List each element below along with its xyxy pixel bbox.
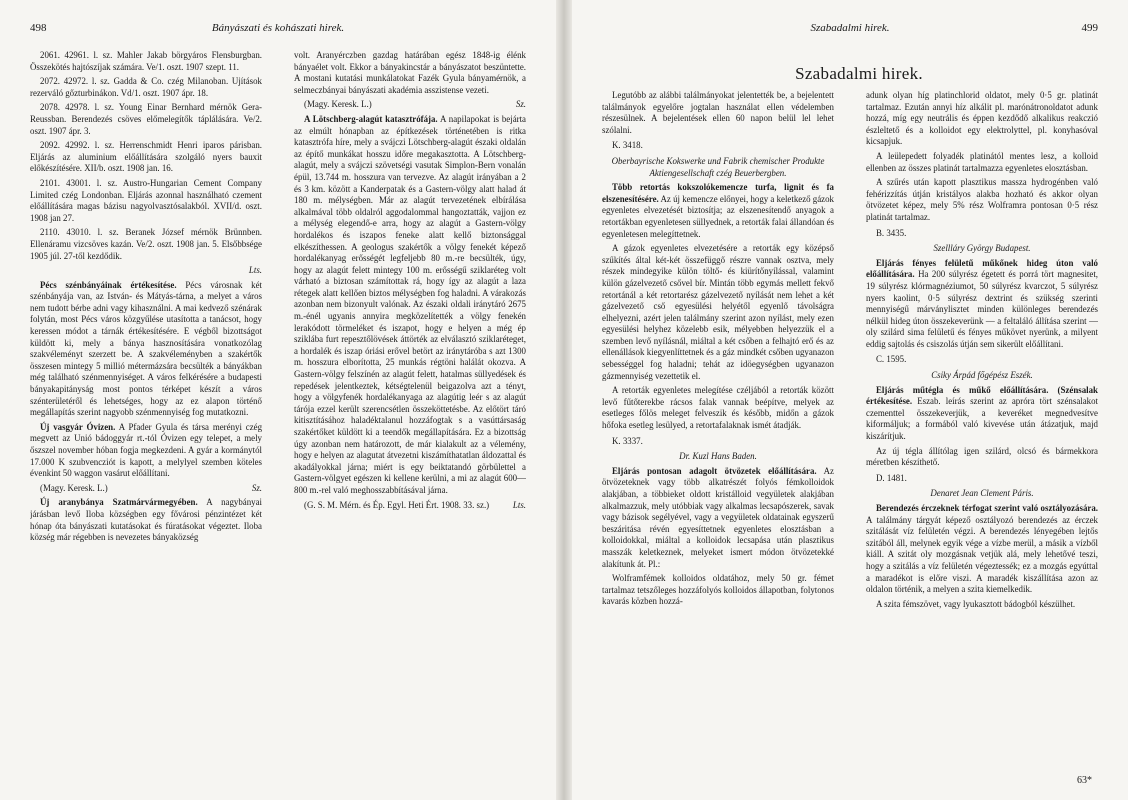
article-szatmar [30,497,262,543]
article-ovizen [30,422,262,480]
patent-title: Berendezés érczeknek térfogat szerint való osztályozására. [876,503,1098,513]
patent-body: A leülepedett folyadék platinától mentes lesz, a kolloid ellenben az összes platinát tartalmazza egyenletes elosztásban. [866,150,1098,173]
signature-mark: 63* [1077,775,1092,786]
patent-body: Eszab. leírás szerint az apróra tört szénsalakot czementtel összekeverjük, a keveréket megnedvesítve kiformáljuk; a formából való kivevése után átázatjuk, majd kiszárítjuk. [866,396,1098,442]
article-body: A napilapokat is bejárta az elmúlt hónapban az építkezések történetében is ritka katasztrófa híre, mely a svájczi Lötschberg-alagút északi oldalán az építő munkákat hosszu időre megakasztotta. A Lötschberg-alagút, mely a svájczi szövetségi vasutak Simplon-Bern vonalán épül, 13.744 m. hosszura van tervezve. Az alagút irányában a 2 és 3 km. között a Kanderpatak és a Gastern-völgy alatt halad át 180 m. mélységben. Már az alagút tervezetének elbírálása alkalmával több oldalról aggodalommal hangoztatták, vajjon ez a mélység elegendő-e arra, hogy az alagút a Gastern-völgy hordalékos és iszapos feneke alatt kellő biztonsággal elkészíthessen. A geologus szakértők a völgy fenekét képező hordalékanyag erősségét legfeljebb 80 m.-re becsülték, úgy, hogy az alagút felett mintegy 100 m. erősségű sziklaréteg volt várható a biztosan számítottak rá, hogy így az alagút a laza rétegek alatt kellően biztos mélységben fog haladni. A várakozás azonban nem bizonyult valónak. Az északi oldali iránytáró 2675 m.-énél ugyanis annyira megközelítették a völgy fenekén lerakódott törmeléket és iszapot, hogy e helyen a még ép sziklába furt repesztőlövések áttörték az elválasztó sziklaréteget, a hordalék és iszap óriási erővel betört az iránytáróba s azt 1300 m. hosszura elborította, 25 munkás régtöni halálát okozva. A Gastern-völgy felszínén az alagút felett, hatalmas süllyedések és repedések jelentkeztek, kétségtelenül beigazolva azt a tényt, hogy a völgyfenék hordalékanyaga az alagútig leér s az alagút tárója ezzel került szerencsétlen összeköttetésbe. Az előtört táró kitisztításához haladéktalanul hozzáfogtak s a vasúttársaság szakértőket küldött ki a teendők megállapítására. Ez a bizottság úgy azonban nem határozott, de már kialakult az a vélemény, hogy e helyen az alagutat átvezetni kiszámíthatatlan áldozattal és akadályokkal járna; miért is egy beiktatandó görbülettel a Gastern-völgyet egészen ki kellene kerülni, a mi az alagút 600—800 m.-rel való meghosszabbításával járna. [294,113,526,495]
right-header-title: Szabadalmi hirek. [810,22,890,34]
intro-text: Legutóbb az alábbi találmányokat jelentették be, a bejelentett találmányok egyelőre jogtalan használat ellen védelemben részesülnek. A bejelentések ellen 60 napon belül lel lehet szólalni. [602,90,834,135]
left-running-header [30,22,526,38]
applicant: Dr. Kuzl Hans Baden. [679,451,757,462]
patent-body: Az új tégla állítólag igen szilárd, olcsó és bármekkora méretben készíthető. [866,445,1098,468]
patent-entry: 2092. 42992. l. sz. Herrenschmidt Henri iparos párisban. Eljárás az aluminium előállítására szolgáló nyers bauxit előkészítésére. XII/b. oszt. 1908 jan. 16. [30,140,262,174]
patent-title: Eljárás műtégla és műkő előállítására. (Szénsalak értékesítése. [866,384,1098,407]
source-line [30,483,262,495]
applicant: Denaret Jean Clement Páris. [930,488,1034,499]
patent-reference: C. 1595. [876,354,907,365]
patent-entry: 2072. 42972. l. sz. Gadda & Co. czég Milanoban. Ujítások rezerváló gőzturbinákon. Vd/1. oszt. 1907 ápr. 18. [30,76,262,98]
patent-reference: D. 1481. [876,472,907,483]
patent-body: Az új kemencze előnyei, hogy a keletkező gázok egyenletes elvezetését biztosítja; az elszenesítendő anyagok a retortákban egyenletesen süllyednek, a retorták falai állandóan és egyenletesen melegíttetnek. [602,193,834,239]
patent-body: Az ötvözeteknek vagy több alkatrészét folyós fémkolloidok alakjában, a többieket oldott kristálloid vegyületek alakjában alkalmazzuk, mely utóbbiak vagy alkalmas lecsapószerek, savak vagy bázisok segélyével, vagy a vegyületek oldatainak egyszerű beszáritása révén egyesíttetnek egyenletes elosztásban a kolloidokkal, miáltal a kolloidok lecsapása után plasztikus masszák keletkeznek, melyeket ismert módon ötvözetekké alakítunk át. Pl.: [602,465,834,569]
patent-body: A találmány tárgyát képező osztályozó berendezés az érczek szitálását víz felületén végzi. A berendezés lényegében lejtős szitából áll, melynek egyik vége a vízbe merül, a másik a vízből kiáll. A szitát oly mozgásnak vetjük alá, mely lehetővé teszi, hogy a szitálás a víz felületén végeztessék; ez a mozgás egyúttal a maradékot is előre viszi. A maradék kiszállítása azon az oldalon történik, a melyen a szita kiemelkedik. [866,514,1098,595]
patent-title: Eljárás fényes felületű műkőnek hideg úton való előállítására. [866,257,1098,280]
source-line [294,500,526,512]
article-body: Pécs városnak két szénbányája van, az István- és Mátyás-tárna, a melyet a város nem tudott bérbe adni vagy kihasználni. A mai kedvező szénárak folytán, most Pécs város közgyűlése utasította a tanácsot, hogy keressen módot a tárnák értékesítésére. E végből bizottságot küldött ki, mely a bánya hasznosítására vonatkozólag szakvéleményt szerzett be. A szakvéleményben a szakértők összesen mintegy 5 millió métermázsára becsülték a bányákban még található szénmennyiséget. A város felkérésére a budapesti bányakapitányság most pontos térképet készít a város szénterületéről és lehetséges, hogy az ez alapon történő megállapítás szerint nagyobb szénmennyiség fog mutatkozni. [30,279,262,418]
patent-c1595 [866,385,1098,443]
book-gutter [556,0,572,800]
article-title: Új aranybánya Szatmárvármegyében. [40,497,198,508]
source-line [294,99,526,111]
patent-entry: 2101. 43001. l. sz. Austro-Hungarian Cement Company Limited czég Londonban. Eljárás azonnal használható czement előállítására magas bázisu nagyolvasztósalakból. XVII/d. oszt. 1908 jan 27. [30,177,262,223]
signature: Sz. [515,99,526,110]
source: (G. S. M. Mérn. és Ép. Egyl. Heti Ért. 1908. 33. sz.) [304,499,490,510]
patent-title: Több retortás kokszolókemencze turfa, lignit és fa elszenesítésére. [602,182,834,204]
patent-body: A szita fémszövet, vagy lyukasztott bádogból készülhet. [876,598,1076,609]
right-page [572,0,1128,800]
patent-reference: B. 3435. [876,227,907,238]
left-column-1 [30,50,262,778]
patent-k3418 [602,182,834,240]
article-body: A Pfader Gyula és társa merényi czég megvett az Unió bádoggyár rt.-tól Óvizen egy telepet, a mely őszszel november hóban fogja megkezdeni. A gyár a kormánytól 17.000 K szubvencziót is kapott, a melylyel szemben köteles évenkint 50 waggon vasárut előállítani. [30,421,262,479]
patent-b3435 [866,258,1098,351]
patent-continuation: adunk olyan híg platinchlorid oldatot, mely 0·5 gr. platinát tartalmaz. Ezután annyi híz alkálit pl. marónátronoldatot adunk hozzá, míg egy neutrális és éppen kezdődő alkalikus reakczió észleltető és a kolloidot egy elektrolyttel, pl. konyhasóval kicsapjuk. [866,90,1098,147]
patent-body: Wolframfémek kolloidos oldatához, mely 50 gr. fémet tartalmaz tetszőleges hozzáfolyós kolloidos állapotban, folytonos kavarás közben hozzá- [602,573,834,607]
patent-body: A gázok egyenletes elvezetésére a retorták egy középső szűkítés által két-két összefüggő részre vannak osztva, mely részek mindegyike külön töltő- és kiürítőnyílással, valamint külön gázelvezető csővel bír. Mintán több egymás mellett fekvő retortánál a két retortarész gázelvezető nyílását nem lehet a két gázelvezető cső egyesülési helyétől egyenlő távolságra elhelyezni, azért jelen találmány szerint azon nyílást, mely ezen egyesülési helyhez közelebb esik, mélyebben helyezzük el a szemben levő nyílásnál, miáltal a két csőben a felhajtó erő és az ellenállások kiegyenlíttetnek és a gáz mindkét csőben ugyanazon sebességgel fog haladni; tehát az idöegységben ugyanazon gázmennyiség vezettetik el. [602,243,834,381]
patent-title: Eljárás pontosan adagolt ötvözetek előállítására. [612,465,817,476]
source: (Magy. Keresk. L.) [304,99,372,110]
patent-entry: 2061. 42961. l. sz. Mahler Jakab börgyáros Flensburgban. Összekötés hajtószíjak számára. Ve/1. oszt. 1907 szept. 11. [30,50,262,72]
signature: Lts. [512,499,526,510]
patent-reference: K. 3418. [612,140,643,151]
right-column-2 [866,90,1098,778]
signature: Lts. [248,265,262,276]
patent-d1481 [866,503,1098,596]
left-page [0,0,556,800]
right-column-1 [602,90,834,778]
patent-body: Ha 200 súlyrész égetett és porrá tört magnesitet, 19 súlyrész klórmagnéziumot, 50 súlyrész kvarczot, 5 súlyrész nyers kaolint, 0·5 súlyrész dextrint és szükség szerinti mennyiségű márványlisztet minden különleges berendezés nélkül hideg úton összekeverünk — a feltaláló állítása szerint — oly szilárd sima felületű és fényes műkövet nyerünk, a milyent eddig sajtolás és csiszolás útján sem sikerült előállítani. [866,269,1098,349]
article-pecs [30,280,262,419]
right-page-number: 499 [1081,22,1098,34]
left-header-title: Bányászati és kohászati hirek. [211,22,345,34]
patent-body: A szűrés után kapott plasztikus massza hydrogénben való fehérizzítás útján kristályos alakba hozható és akkor olyan ötvözetet képez, mely 5% rész Wolframra pontosan 0·5 rész platinát tartalmaz. [866,177,1098,222]
source: (Magy. Keresk. L.) [40,482,108,493]
applicant: Szellláry György Budapest. [933,243,1031,254]
article-title: Pécs szénbányáinak értékesítése. [40,279,177,290]
patent-reference: K. 3337. [612,435,643,446]
article-lotschberg [294,114,526,497]
patent-body: A retorták egyenletes melegítése czéljából a retorták között levő fűtőterekbe rácsos falak vannak beépítve, melyek az esetleges főlös meleget felveszik és később, midőn a gázok hőfoka esetleg lesülyed, a retortafalaknak ismét átadják. [602,385,834,431]
article-continuation: volt. Aranyérczben gazdag határában egész 1848-ig élénk bányaélet volt. Ekkor a bányakincstár a bányászatot beszüntette. A mostani kutatási munkálatokat Fazék Gyula bányamérnök, a selmeczbányai bányászati akadémia asszistense vezeti. [294,50,526,95]
patent-entry: 2110. 43010. l. sz. Beranek József mérnök Brünnben. Ellenáramu vizcsöves kazán. Ve/2. oszt. 1908 jan. 5. Elsőbbsége 1905 júl. 27-től kezdődik. [30,227,262,261]
left-page-number: 498 [30,22,47,34]
article-body: A nagybányai járásban levő Iloba községben egy fővárosi pénzintézet két hónap óta bányászati kutatásokat és fúratásokat végeztet. Iloba község már régebben is nevezetes bányaközség [30,497,262,543]
right-running-header [602,22,1098,38]
left-column-2 [294,50,526,778]
applicant: Csiky Árpád főgépész Eszék. [931,370,1033,381]
article-title: A Lötschberg-alagút katasztrófája. [304,113,438,124]
patent-entry: 2078. 42978. l. sz. Young Einar Bernhard mérnök Gera-Reussban. Berendezés csöves előmelegítők táplálására. Ve/2. oszt. 1907 ápr. 3. [30,102,262,136]
applicant: Oberbayrische Kokswerke und Fabrik chemischer Produkte Aktiengesellschaft czég Beuerbergben. [611,155,825,178]
section-title: Szabadalmi hirek. [795,64,923,83]
signature: Sz. [251,482,262,493]
article-title: Új vasgyár Óvizen. [40,421,116,432]
patent-k3337 [602,466,834,570]
